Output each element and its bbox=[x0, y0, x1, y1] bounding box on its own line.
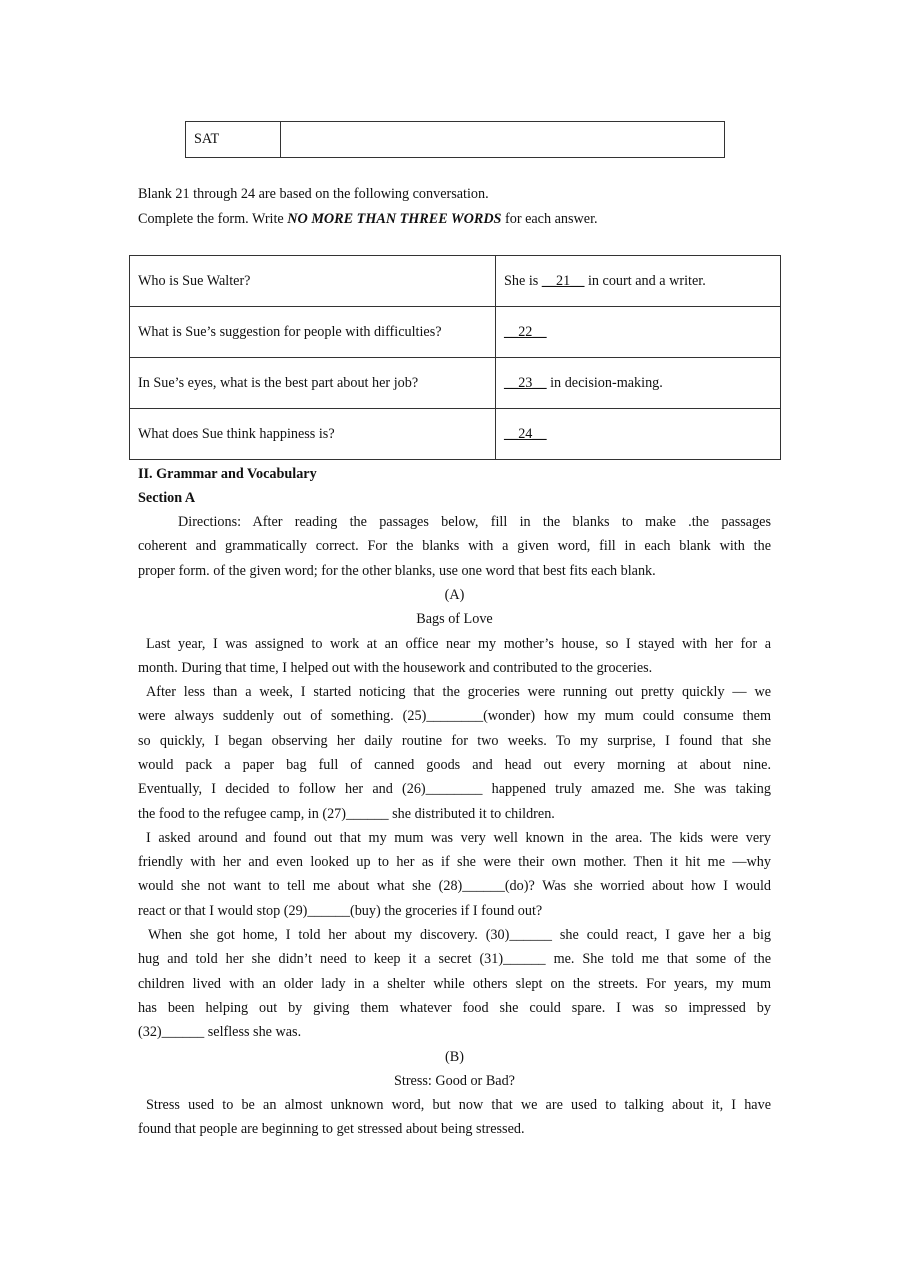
passage-line: Eventually, I decided to follow her and (26)________ happened truly amazed me. She was taking bbox=[138, 781, 771, 797]
answer-blank-23: __23__ bbox=[504, 374, 547, 391]
sat-cell: SAT bbox=[186, 122, 281, 158]
passage-a-title: Bags of Love bbox=[416, 611, 493, 627]
passage-line: were always suddenly out of something. (25)________(wonder) how my mum could consume them bbox=[138, 708, 771, 724]
sat-table bbox=[185, 121, 725, 158]
answer-post: in decision-making. bbox=[546, 374, 663, 391]
passage-line: After less than a week, I started noticing that the groceries were running out pretty quickly — we bbox=[146, 684, 771, 700]
directions-line: proper form. of the given word; for the other blanks, use one word that best fits each blank. bbox=[138, 563, 656, 579]
table-row bbox=[130, 409, 781, 460]
directions-line: Directions: After reading the passages below, fill in the blanks to make .the passages bbox=[178, 514, 771, 530]
passage-line: has been helping out by giving them whatever food she could spare. I was so impressed by bbox=[138, 1000, 771, 1016]
sat-empty-cell bbox=[281, 122, 725, 158]
answer-cell bbox=[496, 256, 781, 307]
passage-line: Last year, I was assigned to work at an office near my mother’s house, so I stayed with her for a bbox=[146, 636, 771, 652]
instruction-emphasis: NO MORE THAN THREE WORDS bbox=[287, 211, 502, 227]
answer-cell bbox=[496, 358, 781, 409]
question-cell: What is Sue’s suggestion for people with difficulties? bbox=[130, 307, 496, 358]
passage-line: would pack a paper bag full of canned goods and head out every morning at about nine. bbox=[138, 757, 771, 773]
table-row bbox=[130, 307, 781, 358]
passage-line: friendly with her and even looked up to her as if she were their own mother. Then it hit me —why bbox=[138, 854, 771, 870]
passage-line: When she got home, I told her about my discovery. (30)______ she could react, I gave her a big bbox=[148, 927, 771, 943]
answer-cell bbox=[496, 307, 781, 358]
passage-b-title: Stress: Good or Bad? bbox=[394, 1073, 515, 1089]
section-heading: II. Grammar and Vocabulary bbox=[138, 466, 317, 482]
passage-line: would she not want to tell me about what she (28)______(do)? Was she worried about how I would bbox=[138, 878, 771, 894]
answer-blank-21: __21__ bbox=[541, 272, 585, 289]
passage-line: the food to the refugee camp, in (27)______ she distributed it to children. bbox=[138, 806, 555, 822]
answer-blank-22: __22__ bbox=[504, 323, 547, 340]
passage-line: so quickly, I began observing her daily routine for two weeks. To my surprise, I found that she bbox=[138, 733, 771, 749]
answer-cell bbox=[496, 409, 781, 460]
passage-line: hug and told her she didn’t need to keep it a secret (31)______ me. She told me that some of the bbox=[138, 951, 771, 967]
instruction-post: for each answer. bbox=[501, 211, 598, 227]
passage-line: react or that I would stop (29)______(buy) the groceries if I found out? bbox=[138, 903, 543, 919]
passage-b-label: (B) bbox=[445, 1049, 464, 1065]
question-cell: In Sue’s eyes, what is the best part about her job? bbox=[130, 358, 496, 409]
passage-line: children lived with an older lady in a shelter while others slept on the streets. For years, my mum bbox=[138, 976, 771, 992]
passage-line: month. During that time, I helped out with the housework and contributed to the groceries. bbox=[138, 660, 653, 676]
section-a-heading: Section A bbox=[138, 490, 196, 506]
instruction-line-1: Blank 21 through 24 are based on the following conversation. bbox=[138, 186, 489, 202]
passage-line: found that people are beginning to get stressed about being stressed. bbox=[138, 1121, 525, 1137]
table-row bbox=[130, 358, 781, 409]
answer-post: in court and a writer. bbox=[584, 272, 706, 289]
passage-a-label: (A) bbox=[444, 587, 465, 603]
question-cell: What does Sue think happiness is? bbox=[130, 409, 496, 460]
passage-line: (32)______ selfless she was. bbox=[138, 1024, 302, 1040]
answer-pre: She is bbox=[504, 272, 542, 289]
form-table bbox=[129, 255, 781, 460]
answer-blank-24: __24__ bbox=[504, 425, 547, 442]
table-row bbox=[130, 256, 781, 307]
instruction-pre: Complete the form. Write bbox=[138, 211, 288, 227]
passage-line: Stress used to be an almost unknown word, but now that we are used to talking about it, I have bbox=[146, 1097, 771, 1113]
passage-line: I asked around and found out that my mum was very well known in the area. The kids were very bbox=[146, 830, 771, 846]
question-cell: Who is Sue Walter? bbox=[130, 256, 496, 307]
instruction-line-2 bbox=[138, 211, 771, 228]
directions-line: coherent and grammatically correct. For the blanks with a given word, fill in each blank with the bbox=[138, 538, 771, 554]
